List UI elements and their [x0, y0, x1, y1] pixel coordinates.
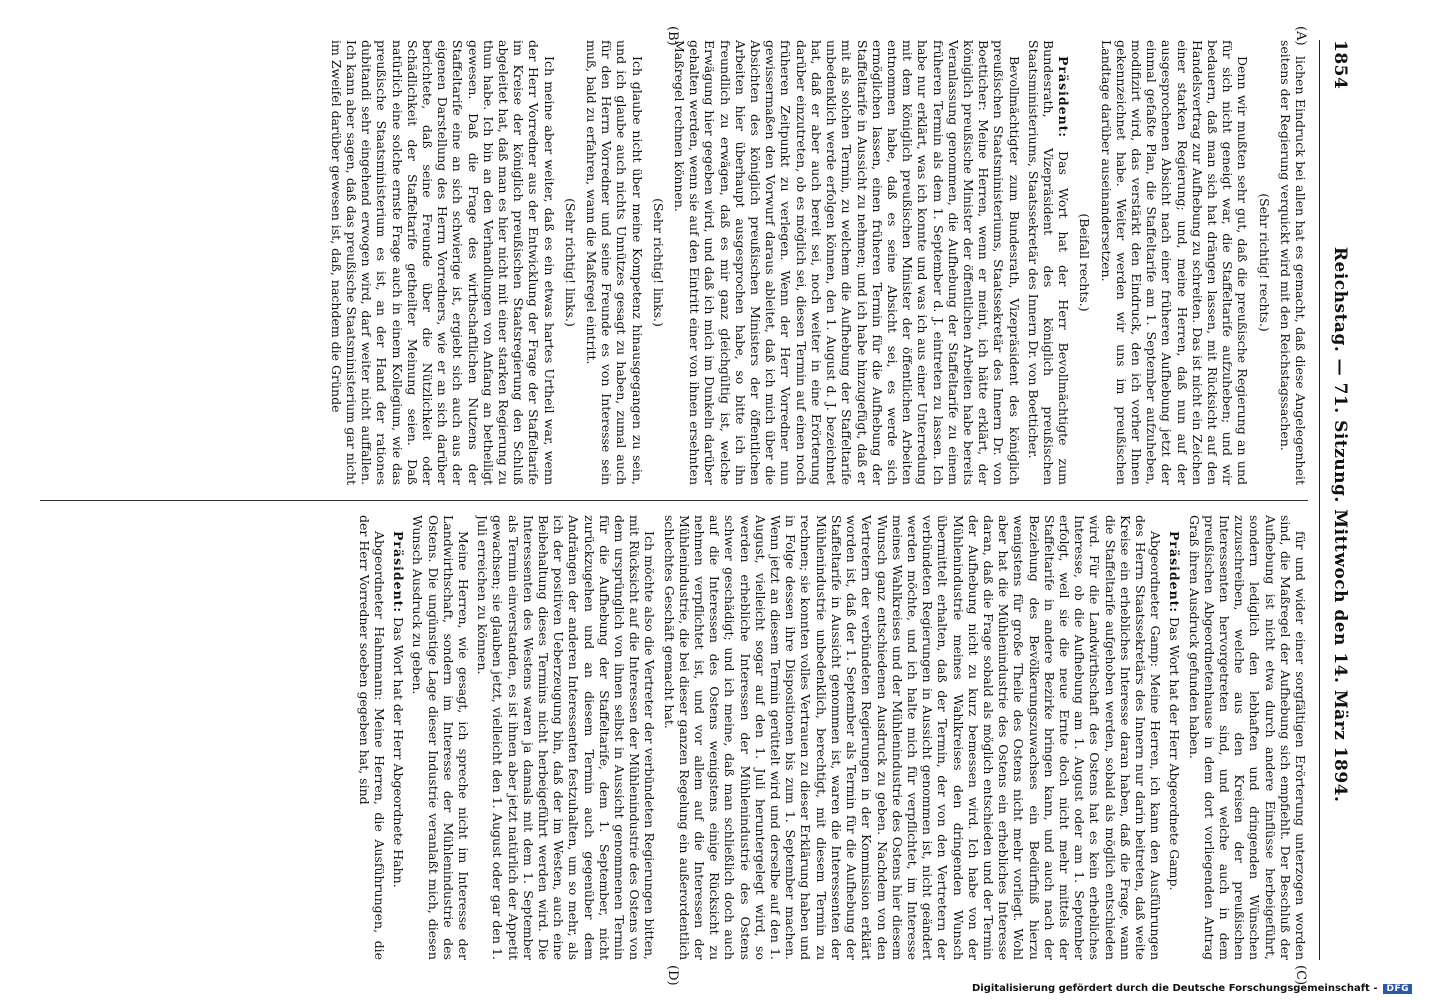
paragraph	[391, 515, 406, 960]
applause-note: (Sehr richtig! rechts.)	[1256, 193, 1272, 332]
paragraph-text: Denn wir mußten sehr gut, daß die preußische Regierung an und für sich nicht geneigt war, die Staffeltarife aufzuheben; und wir bedauern, daß man sich hat drängen lassen, mit Rücksicht auf den Handelsvertrag zur Aufhebung zu schreiten. Das ist nicht ein Zeichen einer starken Regierung; und, meine Herren, daß nun auf der ausgesprochenen Absicht nach einer früheren Aufhebung jetzt der einmal gefaßte Plan, die Staffeltarife am 1. September aufzuheben, modifizirt wird, das verstärkt den Eindruck, den ich vorher Ihnen gekennzeichnet habe. Weiter werden wir uns im preußischen Landtage darüber auseinandersetzen.	[1098, 40, 1251, 485]
applause-note: (Sehr richtig! links.)	[562, 198, 578, 327]
paragraph-text: Das Wort hat der Herr Abgeordnete Gamp.	[1167, 617, 1183, 891]
paragraph	[475, 515, 657, 960]
paragraph-text: Meine Herren, wie gesagt, ich spreche nicht im Interesse der Landwirthschaft, sondern im Interesse der Mühlenindustrie des Ostens. Die ungünstige Lage dieser Industrie veranlaßt mich, diesen Wunsch Ausdruck zu geben.	[410, 515, 472, 960]
paragraph	[584, 40, 645, 485]
paragraph	[1186, 515, 1308, 960]
paragraph-text: Ich glaube nicht über meine Kompetenz hinausgegangen zu sein, und ich glaube auch nichts Unnützes gesagt zu haben, zumal auch für den Herrn Vorredner und seine Freunde es von Interesse sein muß, bald zu erfahren, wann die Maßregel eintritt.	[584, 40, 645, 485]
column-divider	[40, 500, 1308, 501]
speaker-label: Präsident:	[1167, 531, 1183, 614]
paragraph	[329, 40, 557, 485]
margin-mark-c: (C)	[1293, 965, 1308, 986]
paragraph-text: Ich möchte also die Vertreter der verbündeten Regierungen bitten, mit Rücksicht auf die Interessen der Mühlenindustrie des Ostens von dem ursprünglich von ihnen selbst in Aussicht genommenen Termin für die Aufhebung der Staffeltarife, dem 1. September, nicht zurückzugehen und an diesem Termin auch gegenüber dem Andrängen der anderen Interessenten festzuhalten, um so mehr, als ich der positiven Ueberzeugung bin, daß der im Westen, auch eine Beibehaltung dieses Termins nicht herbeigeführt werden wird. Die Interessenten des Westens waren ja damals mit dem 1. September als Termin einverstanden, es ist ihnen aber jetzt natürlich der Appetit gewachsen; sie glauben jetzt, vielleicht den 1. August oder gar den 1. Juli erreichen zu können.	[475, 515, 658, 960]
paragraph	[1278, 40, 1308, 485]
speaker-label: Präsident:	[1056, 56, 1072, 139]
dfg-logo: DFG	[1383, 984, 1412, 994]
paragraph-text: Ich meine aber weiter, daß es ein etwas hartes Urtheil war, wenn der Herr Vorredner aus der Entwicklung der Frage der Staffeltarife im Kreise der königlich preußischen Staatsregierung den Schluß abgeleitet hat, daß man es hier nicht mit einer starken Regierung zu thun habe. Ich bin an den Verhandlungen von Anfang an betheiligt gewesen. Daß die Frage des wirthschaftlichen Nutzens der Staffeltarife eine an sich schwierige ist, ergiebt sich auch aus der eigenen Darstellung des Herrn Vorredners, wie er an sich darüber berichtete, daß seine Freunde über die Nützlichkeit oder Schädlichkeit der Staffeltarife getheilter Meinung seien. Daß natürlich eine solche ernste Frage auch in einem Kollegium, wie das preußische Staatsministerium es ist, an der Hand der rationes dubitandi sehr eingehend erwogen wird, darf weiter nicht auffallen. Ich kann aber sagen, daß das preußische Staatsministerium gar nicht im Zweifel darüber gewesen ist, daß, nachdem die Gründe	[328, 40, 557, 485]
paragraph-text: Das Wort hat der Herr Bevollmächtigte zum Bundesrath, Vizepräsident des königlich preußischen Staatsministeriums, Staatssekretär des Innern Dr. von Boetticher.	[1025, 40, 1072, 485]
applause-note: (Sehr richtig! links.)	[650, 198, 666, 327]
right-text-column	[40, 515, 1308, 960]
digitization-footer	[20, 983, 1412, 994]
paragraph	[357, 515, 387, 960]
applause-note: (Beifall rechts.)	[1077, 213, 1093, 312]
paragraph	[1026, 40, 1072, 485]
paragraph-text: Bevollmächtigter zum Bundesrath, Vizepräsident des königlich preußischen Staatsministeriums, Staatssekretär des Innern Dr. von Boetticher: Meine Herren, wenn er meint, ich hätte erklärt, der königlich preußische Minister der öffentlichen Arbeiten habe bereits Veranlassung genommen, die Aufhebung der Staffeltarife zu einem früheren Termin als dem 1. September d. J. eintreten zu lassen. Ich habe nur erklärt, was ich konnte und was ich aus einer Unterredung mit dem königlich preußischen Minister der öffentlichen Arbeiten entnommen habe, daß es seine Absicht sei, es werde sich ermöglichen lassen, einen früheren Termin für die Aufhebung der Staffeltarife in Aussicht zu nehmen; und ich habe hinzugefügt, daß er mit als solchen Termin, zu welchem die Aufhebung der Staffeltarife unbedenklich werde erfolgen können, den 1. August d. J. bezeichnet hat, daß er aber auch bereit sei, noch weiter in eine Erörterung darüber einzutreten, ob es möglich sei, diesen Termin auf einen noch früheren Zeitpunkt zu verlegen. Wenn der Herr Vorredner nun gewissermaßen den Vorwurf daraus ableitet, daß ich mich über die Absichten des königlich preußischen Ministers der öffentlichen Arbeiten hier überhaupt ausgesprochen habe, so bitte ich ihn freundlich zu erwägen, daß es mir ganz gleichgültig ist, welche Erwägung hier gegeben wird, und daß ich mich im Dunkeln darüber gehalten werden, wenn sie auf den Eintritt einer von ihnen ersehnten Maßregel rechnen können.	[672, 40, 1022, 485]
left-text-column	[40, 40, 1308, 485]
paragraph-text: Abgeordneter Gamp: Meine Herren, ich kann den Ausführungen des Herrn Staatssekretärs des Innern nur darin beitreten, daß weite Kreise ein erhebliches Interesse daran haben, daß die Frage, wann die Staffeltarife aufgehoben werden, sobald als möglich entschieden wird. Für die Landwirthschaft des Ostens hat es kein erhebliches Interesse, ob die Aufhebung am 1. August oder am 1. September erfolgt, weil sie die neue Ernte doch nicht mehr mittels der Staffeltarife in andere Bezirke bringen kann, und auch nach der Beziehung des Bevölkerungszuwachses ein Bedürfniß hierzu wenigstens für große Theile des Ostens nicht mehr vorliegt. Wohl aber hat die Mühlenindustrie des Ostens ein erhebliches Interesse daran, daß die Frage sobald als möglich entschieden und der Termin der Aufhebung nicht zu kurz bemessen wird. Ich habe von der Mühlenindustrie meines Wahlkreises den dringenden Wunsch übermittelt erhalten, daß der Termin, der von den Vertretern der verbündeten Regierungen in Aussicht genommen ist, nicht geändert werden möchte, und ich halte mich für verpflichtet, im Interesse meines Wahlkreises und der Mühlenindustrie des Ostens hier diesem Wunsch ganz entschiedenen Ausdruck zu geben. Nachdem von den Vertretern der verbündeten Regierungen in der Kommission erklärt worden ist, daß der 1. September als Termin für die Aufhebung der Staffeltarife in Aussicht genommen ist, waren die Interessenten der Mühlenindustrie unbedenklich, berechtigt, mit diesem Termin zu rechnen; sie konnten volles Vertrauen zu dieser Erklärung haben und in Folge dessen ihre Dispositionen bis zum 1. September machen. Wenn jetzt an diesem Termin gerüttelt wird und derselbe auf den 1. August, vielleicht sogar auf den 1. Juli heruntergelegt wird, so werden erhebliche Interessen der Mühlenindustrie des Ostens schwer geschädigt; und ich meine, daß man schließlich doch auch auf die Interessen des Ostens wenigstens einige Rücksicht zu nehmen verpflichtet ist, und vor allem auf die Interessen der Mühlenindustrie, die bei dieser ganzen Regelung ein außerordentlich schlechtes Geschäft gemacht hat.	[661, 515, 1164, 960]
paragraph-text: lichen Eindruck bei allen hat es gemacht, daß diese Angelegenheit seitens der Regierung verquickt wird mit den Reichstagssachen.	[1277, 40, 1308, 485]
paragraph	[1167, 515, 1182, 960]
paragraph	[672, 40, 1022, 485]
page-header	[1319, 40, 1360, 960]
margin-mark-a: (A)	[1293, 26, 1308, 46]
paragraph	[661, 515, 1163, 960]
digitization-credit: Digitalisierung gefördert durch die Deutsche Forschungsgemeinschaft -	[971, 983, 1378, 994]
margin-mark-d: (D)	[665, 965, 680, 986]
paragraph-text: Abgeordneter Hahnmann: Meine Herren, die Ausführungen, die der Herr Vorredner soeben gegeben hat, sind	[356, 515, 388, 960]
paragraph-text: für und wider einer sorgfältigen Erörterung unterzogen worden sind, die Maßregel der Aufhebung sich empfiehlt. Der Beschluß der Aufhebung ist nicht etwa durch andere Einflüsse herbeigeführt, sondern lediglich den lebhaften und dringenden Wünschen zuzuschreiben, welche aus den Kreisen der preußischen Interessenten hervorgetreten sind, und welche auch in dem preußischen Abgeordnetenhause in dem dort vorliegenden Antrag Graß ihren Ausdruck gefunden haben.	[1186, 515, 1308, 960]
paragraph	[1098, 40, 1250, 485]
paragraph-text: Das Wort hat der Herr Abgeordnete Hahn.	[391, 617, 407, 888]
page-title: Reichstag. — 71. Sitzung. Mittwoch den 14. März 1894.	[1330, 246, 1350, 803]
paragraph	[410, 515, 471, 960]
speaker-label: Präsident:	[391, 531, 407, 614]
margin-mark-b: (B)	[665, 26, 680, 46]
page-number: 1854	[1330, 40, 1350, 90]
